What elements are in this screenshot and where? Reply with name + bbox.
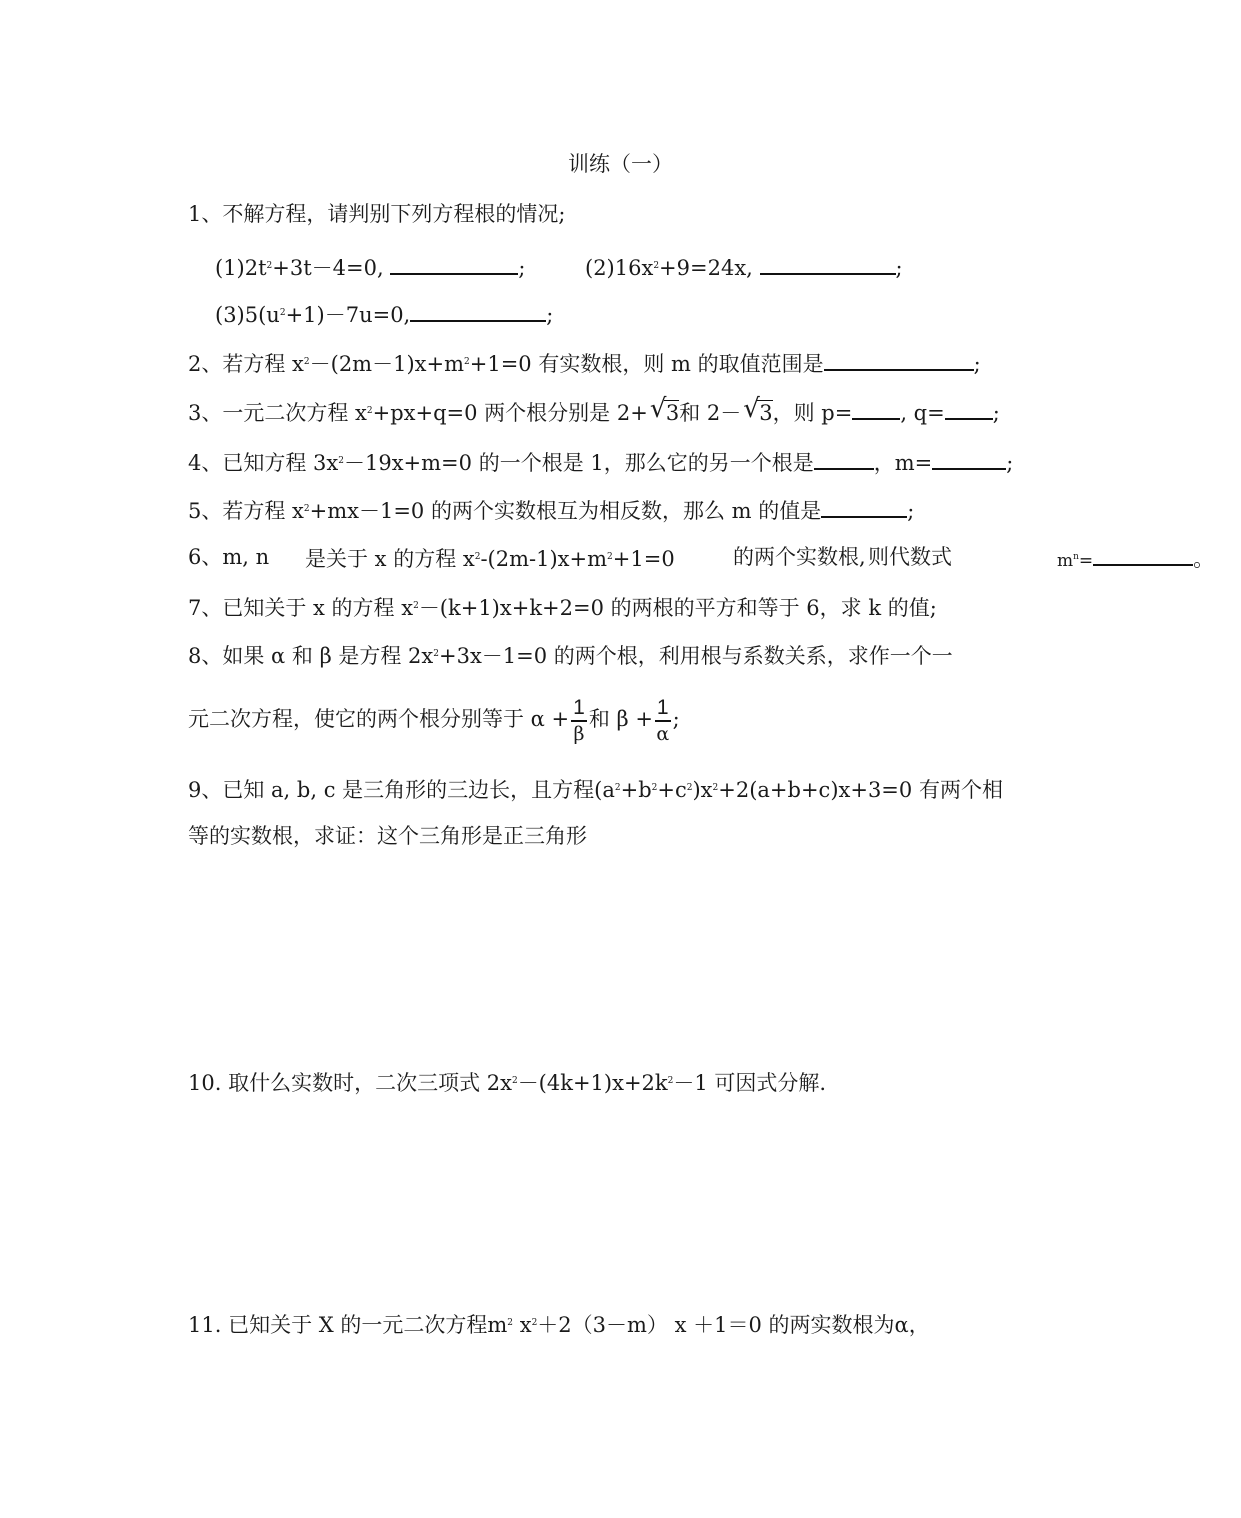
- sqrt-symbol: √ 3: [743, 394, 773, 425]
- question-1-stem: 1、不解方程，请判别下列方程根的情况;: [188, 202, 566, 226]
- page-title: 训练（一）: [568, 152, 673, 176]
- answer-blank[interactable]: [814, 448, 874, 470]
- sqrt-symbol: √ 3: [649, 394, 680, 425]
- question-9-line-2: 等的实数根，求证：这个三角形是正三角形: [188, 824, 587, 848]
- answer-blank[interactable]: [932, 448, 1006, 470]
- question-3: 3、一元二次方程 $x^2+px+q=0$ 两个根分别是 2+ √ 3和 2－ √ 3，则 p= , q= ;: [188, 394, 1000, 425]
- question-6-label: 6、m, n: [188, 545, 270, 569]
- question-5: 5、若方程 $x^2+mx-1=0$ 的两个实数根互为相反数，那么 m 的值是 ;: [188, 495, 914, 525]
- question-1-part-3: $(3)5(u^2+1)-7u=0$, ;: [215, 299, 553, 329]
- question-6-text: 是关于 x 的方程 $x^2-(2m-1)x+m^2+1=0$: [305, 547, 675, 571]
- answer-blank[interactable]: [824, 349, 974, 371]
- answer-blank[interactable]: [410, 300, 546, 322]
- question-1-part-2: $(2)16x^2+9=24x$, ;: [585, 252, 903, 282]
- answer-blank[interactable]: [852, 398, 900, 420]
- question-8-line-1: 8、如果 α 和 β 是方程 $2x^2+3x-1=0$ 的两个根，利用根与系数关系，求作一个一: [188, 644, 953, 668]
- answer-blank[interactable]: [760, 253, 896, 275]
- question-8-line-2: 元二次方程，使它的两个根分别等于 α + $\frac{1}{\beta}$ 和 β + $\frac{1}{\alpha}$ ;: [188, 695, 680, 745]
- question-6-roots: 的两个实数根,: [733, 545, 866, 569]
- question-2: 2、若方程 $x^2-(2m-1)x+m^2+1=0$ 有实数根，则 m 的取值范围是 ;: [188, 348, 981, 378]
- question-6-expression: $m^n=$ 。: [1057, 543, 1214, 575]
- answer-blank[interactable]: [821, 496, 907, 518]
- answer-blank[interactable]: [1093, 544, 1193, 566]
- question-9-line-1: 9、已知 a, b, c 是三角形的三边长，且方程$(a^2+b^2+c^2)x^2+2(a+b+c)x+3=0$ 有两个相: [188, 778, 1003, 802]
- answer-blank[interactable]: [945, 398, 993, 420]
- question-1-part-1: $(1)2t^2+3t-4=0$, ;: [215, 252, 525, 282]
- question-10: 10. 取什么实数时，二次三项式 $2x^2-(4k+1)x+2k^2-1$ 可因式分解.: [188, 1071, 827, 1095]
- question-6-expression-label: 则代数式: [868, 545, 952, 569]
- question-7: 7、已知关于 x 的方程 $x^2-(k+1)x+k+2=0$ 的两根的平方和等于 6，求 k 的值;: [188, 596, 937, 620]
- fraction: $\frac{1}{\beta}$: [573, 695, 585, 745]
- answer-blank[interactable]: [390, 253, 518, 275]
- fraction: $\frac{1}{\alpha}$: [656, 695, 670, 745]
- question-4: 4、已知方程 $3x^2-19x+m=0$ 的一个根是 1，那么它的另一个根是 ，m= ;: [188, 447, 1013, 477]
- question-11: 11. 已知关于 X 的一元二次方程$m^2$ $x^2+2(3-m)$ x ＋1＝0 的两实数根为α，: [188, 1313, 930, 1337]
